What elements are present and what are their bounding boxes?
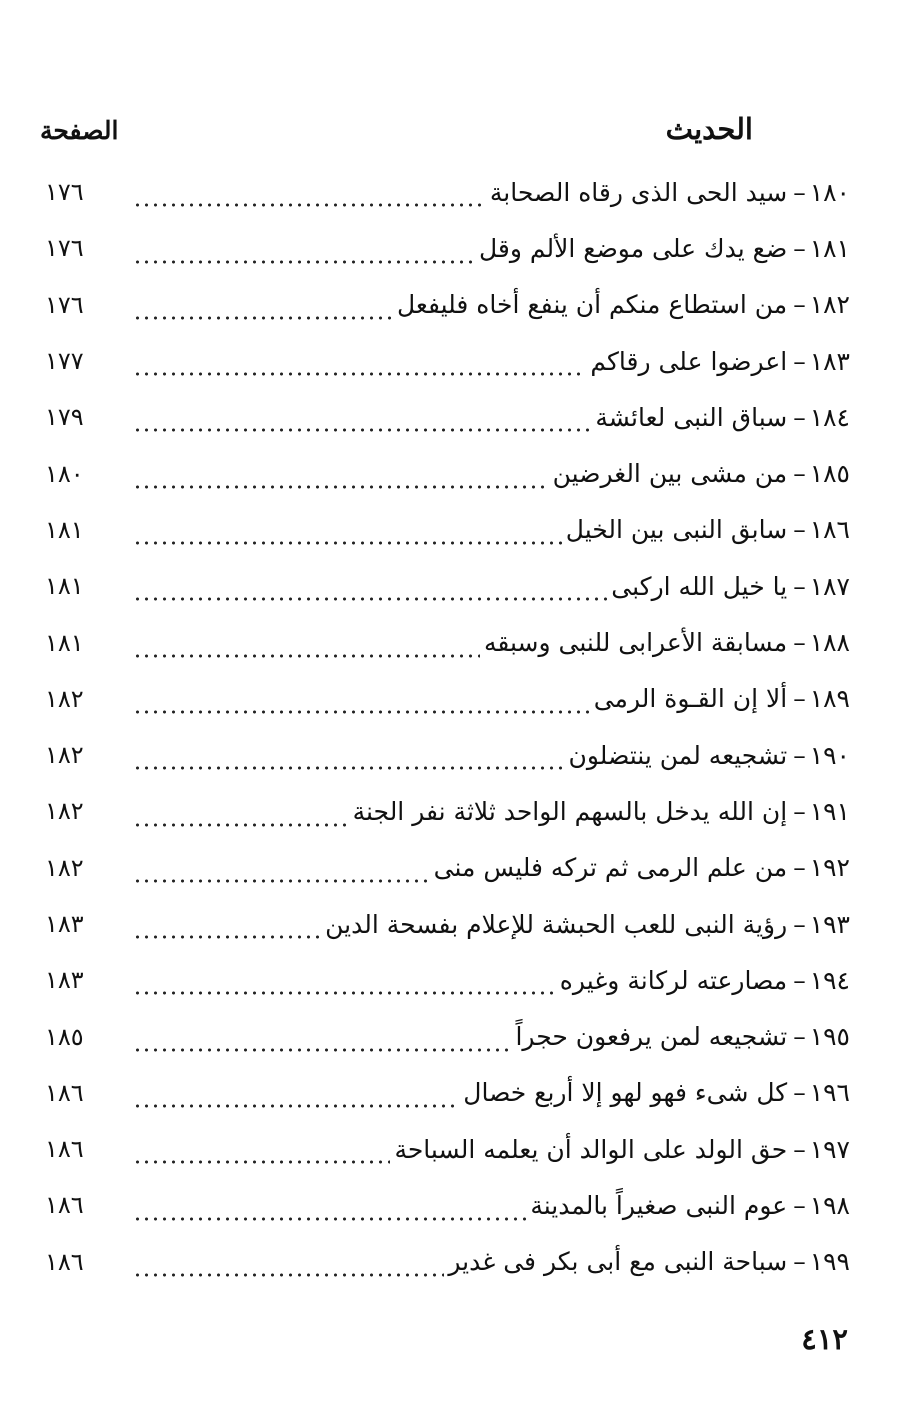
entry-page-number: ١٨٢ [45,741,84,770]
entry-page-number: ١٨٢ [45,797,84,826]
entry-dash: – [793,740,806,770]
dot-leader [133,257,475,267]
index-entry [45,614,850,670]
entry-dash: – [793,965,806,995]
index-entry [45,333,850,389]
dot-leader [133,538,562,548]
entry-number: ١٨٢ [809,290,850,320]
index-entry [45,1121,850,1177]
index-entry [45,1065,850,1121]
entry-title: حق الولد على الوالد أن يعلمه السباحة [394,1134,788,1164]
entry-page-number: ١٧٦ [45,178,84,207]
entry-title: سيد الحى الذى رقاه الصحابة [489,177,788,207]
entry-dash: – [793,515,806,545]
entry-dash: – [793,909,806,939]
entry-page-number: ١٨٥ [45,1022,84,1051]
entry-title: من استطاع منكم أن ينفع أخاه فليفعل [396,290,788,320]
dot-leader [133,482,549,492]
entry-dash: – [793,346,806,376]
entry-dash: – [793,1022,806,1052]
entry-title: مصارعته لركانة وغيره [559,965,788,995]
entry-page-number: ١٧٦ [45,234,84,263]
entry-page-number: ١٨٦ [45,1135,84,1164]
index-entry [45,1234,850,1290]
entry-dash: – [793,459,806,489]
entry-title: عوم النبى صغيراً بالمدينة [530,1190,788,1220]
entry-number: ١٩٩ [809,1247,850,1277]
dot-leader [133,820,349,830]
dot-leader [133,763,565,773]
dot-leader [133,1045,511,1055]
entry-page-number: ١٨٦ [45,1191,84,1220]
dot-leader [133,200,486,210]
dot-leader [133,1214,526,1224]
entry-title: رؤية النبى للعب الحبشة للإعلام بفسحة الدين [325,909,788,939]
index-entry [45,840,850,896]
entry-number: ١٨٦ [809,515,850,545]
entry-number: ١٩٣ [809,909,850,939]
column-headers [40,112,753,156]
dot-leader [133,651,480,661]
entry-number: ١٩٦ [809,1078,850,1108]
page-number: ٤١٢ [801,1322,848,1356]
dot-leader [133,1270,444,1280]
hadith-column-header: الحديث [665,112,753,146]
dot-leader [133,707,590,717]
entry-title: تشجيعه لمن يرفعون حجراً [515,1022,788,1052]
entry-dash: – [793,290,806,320]
entry-dash: – [793,571,806,601]
index-entry [45,671,850,727]
dot-leader [133,425,591,435]
dot-leader [133,1101,459,1111]
entry-page-number: ١٧٩ [45,403,84,432]
page-column-header: الصفحة [40,116,119,145]
index-entry [45,1177,850,1233]
index-entry [45,389,850,445]
index-entry [45,445,850,501]
dot-leader [133,988,556,998]
entry-title: تشجيعه لمن ينتضلون [568,740,788,770]
index-entry [45,502,850,558]
entry-page-number: ١٨٣ [45,966,84,995]
index-entry [45,783,850,839]
dot-leader [133,932,321,942]
entry-number: ١٨٥ [809,459,850,489]
entry-number: ١٩٤ [809,965,850,995]
entry-title: سباحة النبى مع أبى بكر فى غدير [448,1247,788,1277]
entry-dash: – [793,1078,806,1108]
dot-leader [133,313,393,323]
entry-number: ١٩٢ [809,853,850,883]
index-entry [45,727,850,783]
entry-number: ١٩٨ [809,1190,850,1220]
entry-dash: – [793,233,806,263]
entry-page-number: ١٨٦ [45,1078,84,1107]
entry-title: اعرضوا على رقاكم [590,346,788,376]
dot-leader [133,876,430,886]
index-entry [45,164,850,220]
entry-title: يا خيل الله اركبى [611,571,788,601]
index-entry [45,220,850,276]
index-entry [45,1008,850,1064]
entry-title: من مشى بين الغرضين [552,459,788,489]
index-list [45,164,850,1290]
entry-dash: – [793,796,806,826]
entry-dash: – [793,1190,806,1220]
entry-title: ضع يدك على موضع الألم وقل [478,233,788,263]
entry-dash: – [793,1134,806,1164]
entry-number: ١٩٠ [809,740,850,770]
entry-title: ألا إن القـوة الرمى [593,684,788,714]
entry-page-number: ١٧٧ [45,347,84,376]
entry-page-number: ١٨٣ [45,910,84,938]
dot-leader [133,1157,390,1167]
entry-title: مسابقة الأعرابى للنبى وسبقه [483,628,788,658]
entry-number: ١٨٠ [809,177,850,207]
entry-number: ١٩٧ [809,1134,850,1164]
index-entry [45,558,850,614]
index-entry [45,896,850,952]
entry-dash: – [793,1247,806,1277]
entry-number: ١٨٧ [809,571,850,601]
entry-number: ١٨٩ [809,684,850,714]
dot-leader [133,594,607,604]
entry-number: ١٩٥ [809,1022,850,1052]
entry-title: سابق النبى بين الخيل [565,515,788,545]
entry-number: ١٨٨ [809,628,850,658]
dot-leader [133,369,586,379]
entry-number: ١٩١ [809,796,850,826]
entry-page-number: ١٨٢ [45,684,84,713]
entry-page-number: ١٧٦ [45,290,84,319]
entry-dash: – [793,853,806,883]
entry-page-number: ١٨٦ [45,1247,84,1276]
entry-title: إن الله يدخل بالسهم الواحد ثلاثة نفر الجنة [352,796,788,826]
entry-dash: – [793,402,806,432]
entry-dash: – [793,177,806,207]
entry-page-number: ١٨١ [45,628,84,657]
index-entry [45,277,850,333]
entry-page-number: ١٨٢ [45,853,84,882]
entry-number: ١٨٣ [809,346,850,376]
index-entry [45,952,850,1008]
entry-title: كل شىء فهو لهو إلا أربع خصال [463,1078,788,1108]
entry-dash: – [793,628,806,658]
entry-number: ١٨٤ [809,402,850,432]
entry-page-number: ١٨٠ [45,459,84,488]
entry-title: سباق النبى لعائشة [595,402,788,432]
entry-dash: – [793,684,806,714]
entry-page-number: ١٨١ [45,572,84,601]
entry-title: من علم الرمى ثم تركه فليس منى [433,853,788,883]
entry-page-number: ١٨١ [45,515,84,544]
entry-number: ١٨١ [809,233,850,263]
